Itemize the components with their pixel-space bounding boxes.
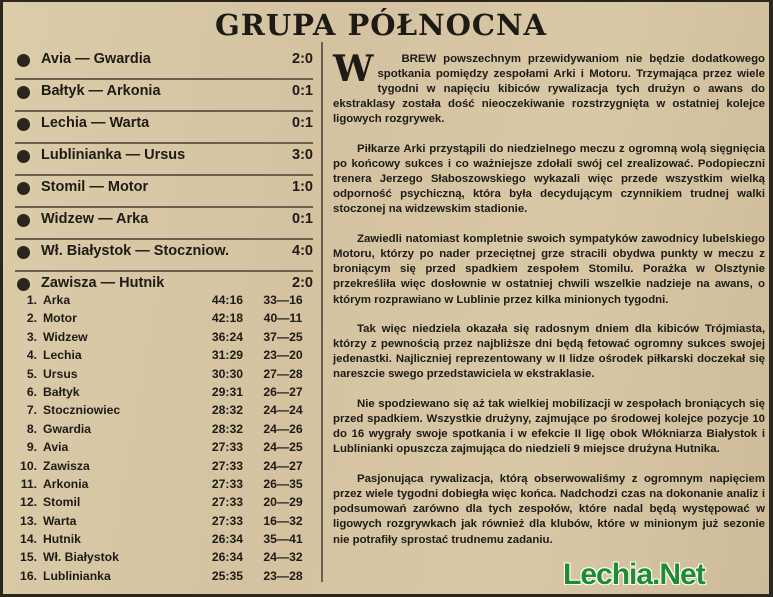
goals: 27:33 [211,440,243,455]
table-row [15,568,313,586]
match-score: 4:0 [292,243,313,259]
table-row [15,310,313,328]
points: 26—27 [263,384,303,399]
bullet-icon [17,182,30,195]
match-score: 0:1 [292,83,313,99]
position: 9. [26,440,37,455]
match-row [15,112,313,144]
position: 14. [20,532,37,547]
team-name: Motor [43,311,77,326]
standings-table [15,292,313,586]
points: 20—29 [263,495,303,510]
points: 23—28 [263,568,303,583]
match-score: 0:1 [292,211,313,227]
points: 33—16 [263,293,303,307]
match-score: 2:0 [292,275,313,291]
team-name: Stomil [43,495,81,510]
goals: 30:30 [211,366,243,381]
goals: 26:34 [211,550,243,565]
goals: 42:18 [211,311,243,326]
match-row [15,208,313,240]
match-row [15,48,313,80]
position: 2. [26,311,37,326]
goals: 27:33 [211,495,243,510]
bullet-icon [17,150,30,163]
match-teams: Lechia — Warta [41,115,150,131]
team-name: Gwardia [43,421,92,436]
drop-cap: W [333,48,374,90]
page-title: GRUPA PÓŁNOCNA [215,8,547,42]
team-name: Zawisza [43,458,90,473]
team-name: Hutnik [43,532,81,547]
bullet-icon [17,278,30,291]
goals: 28:32 [211,421,243,436]
position: 12. [20,495,37,510]
match-row [15,176,313,208]
match-teams: Zawisza — Hutnik [41,275,165,291]
bullet-icon [17,246,30,259]
article-paragraph: Pasjonująca rywalizacja, którą obserwowaliśmy z ogromnym napięciem przez wiele tygodni dobiegła więc końca. Nadchodzi czas na dokonanie analiz i podsumowań zarówno dla tych zespołów, które nadal będą występować w ligowych rozgrywkach jak również dla klubów, które w minionym już sezonie nie potrafiły sprostać trudnemu zadaniu. [333,473,765,546]
table-row [15,402,313,420]
match-results [15,48,313,302]
goals: 27:33 [211,476,243,491]
points: 24—24 [263,403,303,418]
table-row [15,531,313,549]
logo-text-lechia: Lechia [563,558,653,591]
team-name: Arkonia [43,476,89,491]
match-score: 1:0 [292,179,313,195]
match-score: 3:0 [292,147,313,163]
match-teams: Bałtyk — Arkonia [41,83,161,99]
team-name: Lublinianka [43,568,111,583]
table-row [15,292,313,310]
paragraph-text: BREW powszechnym przewidywaniom nie będzie dodatkowego spotkania pomiędzy zespołami Arki i Motoru. Trzymająca przez wiele tygodni w napięciu kibiców rywalizacja tych drużyn o awans do ekstraklasy została dość nieoczekiwanie rozstrzygnięta w ostatniej kolejce ligowych rozgrywek. [333,53,765,126]
match-row [15,144,313,176]
match-score: 0:1 [292,115,313,131]
newspaper-clipping [3,2,769,594]
article-paragraph: Nie spodziewano się aż tak wielkiej mobilizacji w zespołach broniących się przed spadkiem. Wszystkie drużyny, zajmujące po środowej kolejce pozycje 10 do 16 wygrały swoje spotkania i w efekcie II ligę obok Włókniarza Białystok i Lublinianki opuszcza zajmująca do niedzieli 9 miejsce drużyna Hutnika. [333,398,765,456]
table-row [15,329,313,347]
position: 13. [20,513,37,528]
team-name: Lechia [43,348,82,363]
table-row [15,384,313,402]
logo-dot: . [652,558,660,591]
match-row [15,80,313,112]
match-teams: Wł. Białystok — Stoczniow. [41,243,229,259]
points: 27—28 [263,366,303,381]
goals: 36:24 [211,329,243,344]
table-row [15,513,313,531]
points: 37—25 [263,329,303,344]
table-row [15,347,313,365]
team-name: Stoczniowiec [43,403,121,418]
points: 35—41 [263,532,303,547]
lechia-net-watermark-logo [563,558,705,592]
position: 1. [26,293,37,307]
goals: 44:16 [211,293,243,307]
table-row [15,494,313,512]
logo-text-net: Net [659,558,705,591]
position: 15. [20,550,37,565]
article-paragraph [333,48,765,127]
column-divider [321,42,323,582]
article [333,48,765,548]
match-teams: Lublinianka — Ursus [41,147,186,163]
table-row [15,458,313,476]
match-row [15,240,313,272]
match-teams: Avia — Gwardia [41,51,151,67]
team-name: Bałtyk [43,384,80,399]
match-teams: Widzew — Arka [41,211,149,227]
goals: 25:35 [211,568,243,583]
points: 23—20 [263,348,303,363]
points: 40—11 [263,311,303,326]
bullet-icon [17,86,30,99]
table-row [15,439,313,457]
goals: 31:29 [211,348,243,363]
bullet-icon [17,214,30,227]
goals: 27:33 [211,458,243,473]
points: 24—26 [263,421,303,436]
team-name: Widzew [43,329,88,344]
table-row [15,476,313,494]
points: 26—35 [263,476,303,491]
points: 24—32 [263,550,303,565]
goals: 28:32 [211,403,243,418]
team-name: Warta [43,513,77,528]
goals: 29:31 [211,384,243,399]
goals: 26:34 [211,532,243,547]
position: 3. [26,329,37,344]
table-row [15,421,313,439]
team-name: Arka [43,293,71,307]
bullet-icon [17,118,30,131]
team-name: Avia [43,440,69,455]
points: 24—25 [263,440,303,455]
position: 7. [26,403,37,418]
match-teams: Stomil — Motor [41,179,149,195]
team-name: Ursus [43,366,78,381]
position: 6. [26,384,37,399]
article-paragraph: Piłkarze Arki przystąpili do niedzielnego meczu z ogromną wolą sięgnięcia po końcowy sukces i co ważniejsze zdołali swój cel zrealizować. Podopieczni trenera Jerzego Słaboszowskiego wykazali więc przede wszystkim wielką odporność psychiczną, która była decydującym czynnikiem trudnej walki stoczonej na widzewskim stadionie. [333,143,765,216]
position: 4. [26,348,37,363]
points: 16—32 [263,513,303,528]
team-name: Wł. Białystok [43,550,119,565]
position: 16. [20,568,37,583]
position: 10. [20,458,37,473]
table-row [15,366,313,384]
match-score: 2:0 [292,51,313,67]
goals: 27:33 [211,513,243,528]
article-paragraph: Tak więc niedziela okazała się radosnym dniem dla kibiców Trójmiasta, którzy z pewnością przez najbliższe dni będą fetować ogromny sukces swojej jedenastki. Najliczniej reprezentowany w II lidze ośrodek piłkarski doczekał się nareszcie swego przedstawiciela w ekstraklasie. [333,323,765,381]
position: 8. [26,421,37,436]
position: 5. [26,366,37,381]
article-paragraph: Zawiedli natomiast kompletnie swoich sympatyków zawodnicy lubelskiego Motoru, którzy po nader przeciętnej grze stracili obydwa punkty w meczu z broniącym się przed spadkiem zespołem Stomilu. Porażka w Olsztynie przekreśliła więc dosłownie w ostatniej chwili wszelkie nadzieje na awans, o którym rozprawiano w Lublinie przez kilka minionych tygodni. [333,233,765,306]
bullet-icon [17,54,30,67]
table-row [15,549,313,567]
points: 24—27 [263,458,303,473]
position: 11. [20,476,37,491]
